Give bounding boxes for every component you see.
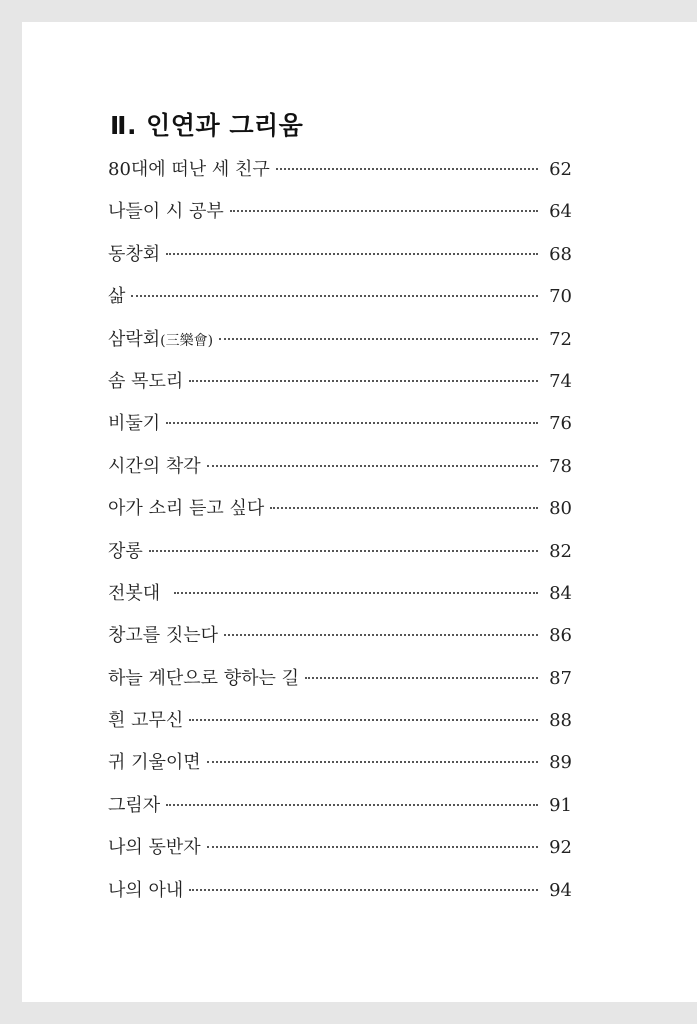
toc-entry-title: 나의 동반자 bbox=[108, 837, 201, 859]
dot-leader bbox=[189, 889, 538, 891]
toc-entry bbox=[108, 197, 572, 239]
toc-entry-title: 흰 고무신 bbox=[108, 710, 184, 732]
dot-leader bbox=[207, 846, 538, 848]
dot-leader bbox=[219, 338, 538, 340]
dot-leader bbox=[224, 634, 538, 636]
toc-page-number: 89 bbox=[549, 752, 572, 774]
toc-page-number: 76 bbox=[549, 413, 572, 435]
toc-entry bbox=[108, 664, 572, 706]
toc-entry bbox=[108, 409, 572, 451]
toc-page-number: 78 bbox=[549, 455, 572, 477]
toc-page-number: 68 bbox=[549, 243, 572, 265]
toc-entry bbox=[108, 367, 572, 409]
toc-entry-title: 귀 기울이면 bbox=[108, 752, 201, 774]
toc-page-number: 64 bbox=[549, 201, 572, 223]
toc-page-number: 80 bbox=[549, 498, 572, 520]
toc-entry-title: 삶 bbox=[108, 286, 126, 308]
toc-entry-title: 시간의 착각 bbox=[108, 455, 201, 477]
toc-entry-title: 솜 목도리 bbox=[108, 370, 184, 392]
toc-page-number: 72 bbox=[549, 328, 572, 350]
toc-entry-title: 아가 소리 듣고 싶다 bbox=[108, 498, 265, 520]
toc-entry bbox=[108, 325, 572, 367]
dot-leader bbox=[270, 507, 538, 509]
toc-page-number: 87 bbox=[549, 667, 572, 689]
toc-entry bbox=[108, 240, 572, 282]
toc-entry bbox=[108, 706, 572, 748]
dot-leader bbox=[305, 677, 538, 679]
toc-page-number: 86 bbox=[549, 625, 572, 647]
toc-entry-title: 하늘 계단으로 향하는 길 bbox=[108, 667, 300, 689]
toc-entry bbox=[108, 155, 572, 197]
dot-leader bbox=[131, 295, 538, 297]
dot-leader bbox=[166, 804, 538, 806]
dot-leader bbox=[207, 761, 538, 763]
section-title: Ⅱ. 인연과 그리움 bbox=[110, 111, 304, 140]
toc-entry-title-hanja: (三樂會) bbox=[160, 332, 214, 349]
dot-leader bbox=[166, 253, 538, 255]
toc-page-number: 84 bbox=[549, 582, 572, 604]
toc-entry-title: 전봇대 bbox=[108, 582, 161, 604]
toc-entry-title: 80대에 떠난 세 친구 bbox=[108, 159, 270, 180]
toc-entry bbox=[108, 876, 572, 918]
toc-page-number: 62 bbox=[549, 159, 572, 180]
toc-entry bbox=[108, 621, 572, 663]
toc-entry-title: 나의 아내 bbox=[108, 879, 184, 901]
toc-entry bbox=[108, 282, 572, 324]
dot-leader bbox=[189, 380, 538, 382]
toc-entry bbox=[108, 452, 572, 494]
table-of-contents bbox=[108, 155, 572, 918]
dot-leader bbox=[174, 592, 538, 594]
toc-page-number: 82 bbox=[549, 540, 572, 562]
toc-entry-title: 나들이 시 공부 bbox=[108, 201, 224, 223]
page bbox=[22, 22, 697, 1002]
toc-entry-title: 장롱 bbox=[108, 540, 143, 562]
toc-entry bbox=[108, 494, 572, 536]
toc-entry bbox=[108, 833, 572, 875]
dot-leader bbox=[189, 719, 538, 721]
dot-leader bbox=[230, 210, 538, 212]
toc-entry bbox=[108, 791, 572, 833]
toc-page-number: 92 bbox=[549, 837, 572, 859]
toc-entry-title: 창고를 짓는다 bbox=[108, 625, 219, 647]
dot-leader bbox=[276, 168, 538, 170]
dot-leader bbox=[207, 465, 538, 467]
toc-entry-title: 동창회 bbox=[108, 243, 161, 265]
toc-page-number: 70 bbox=[549, 286, 572, 308]
toc-entry bbox=[108, 748, 572, 790]
toc-page-number: 94 bbox=[549, 879, 572, 901]
toc-page-number: 74 bbox=[549, 370, 572, 392]
toc-entry-title: 비둘기 bbox=[108, 413, 161, 435]
toc-entry bbox=[108, 537, 572, 579]
toc-page-number: 88 bbox=[549, 710, 572, 732]
toc-entry-title: 그림자 bbox=[108, 794, 161, 816]
toc-entry-title bbox=[108, 325, 219, 351]
toc-entry-title-main: 삼락회 bbox=[108, 328, 161, 350]
dot-leader bbox=[166, 422, 538, 424]
toc-page-number: 91 bbox=[549, 794, 572, 816]
dot-leader bbox=[149, 550, 538, 552]
toc-entry bbox=[108, 579, 572, 621]
